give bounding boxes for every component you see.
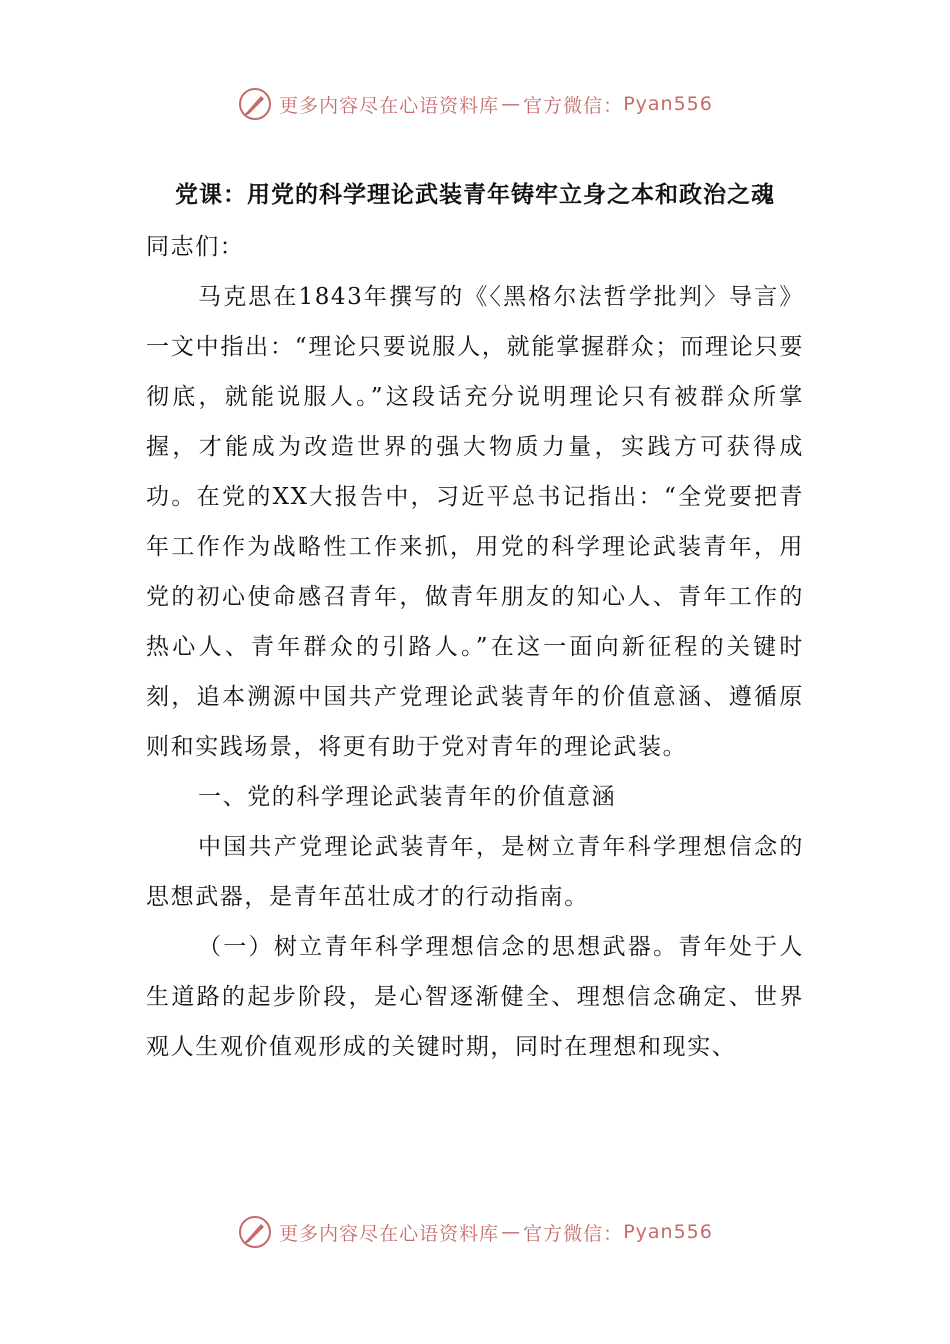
section-heading: 一、党的科学理论武装青年的价值意涵 — [198, 784, 617, 810]
watermark-text: 更多内容尽在心语资料库 — [279, 94, 500, 117]
document-body — [146, 222, 804, 1072]
wechat-id: Pyan556 — [623, 93, 713, 115]
watermark-separator: — — [501, 93, 522, 115]
wechat-label: 官方微信： — [523, 94, 624, 117]
quill-logo-icon — [237, 86, 273, 122]
watermark-header — [0, 84, 950, 124]
wechat-id: Pyan556 — [623, 1221, 713, 1243]
quill-logo-icon — [237, 1214, 273, 1250]
watermark-footer — [0, 1212, 950, 1252]
paragraph: 中国共产党理论武装青年，是树立青年科学理想信念的思想武器，是青年茁壮成才的行动指南。 — [146, 834, 804, 910]
wechat-label: 官方微信： — [523, 1222, 624, 1245]
document-title: 党课：用党的科学理论武装青年铸牢立身之本和政治之魂 — [175, 182, 775, 208]
salutation: 同志们： — [146, 234, 245, 260]
paragraph: 马克思在1843年撰写的《〈黑格尔法哲学批判〉导言》一文中指出：“理论只要说服人，就能掌握群众；而理论只要彻底，就能说服人。”这段话充分说明理论只有被群众所掌握，才能成为改造世界的强大物质力量，实践方可获得成功。在党的XX大报告中，习近平总书记指出：“全党要把青年工作作为战略性工作来抓，用党的科学理论武装青年，用党的初心使命感召青年，做青年朋友的知心人、青年工作的热心人、青年群众的引路人。”在这一面向新征程的关键时刻，追本溯源中国共产党理论武装青年的价值意涵、遵循原则和实践场景，将更有助于党对青年的理论武装。 — [146, 284, 804, 760]
watermark-separator: — — [501, 1221, 522, 1243]
paragraph: （一）树立青年科学理想信念的思想武器。青年处于人生道路的起步阶段，是心智逐渐健全、理想信念确定、世界观人生观价值观形成的关键时期，同时在理想和现实、 — [146, 934, 804, 1060]
watermark-text: 更多内容尽在心语资料库 — [279, 1222, 500, 1245]
